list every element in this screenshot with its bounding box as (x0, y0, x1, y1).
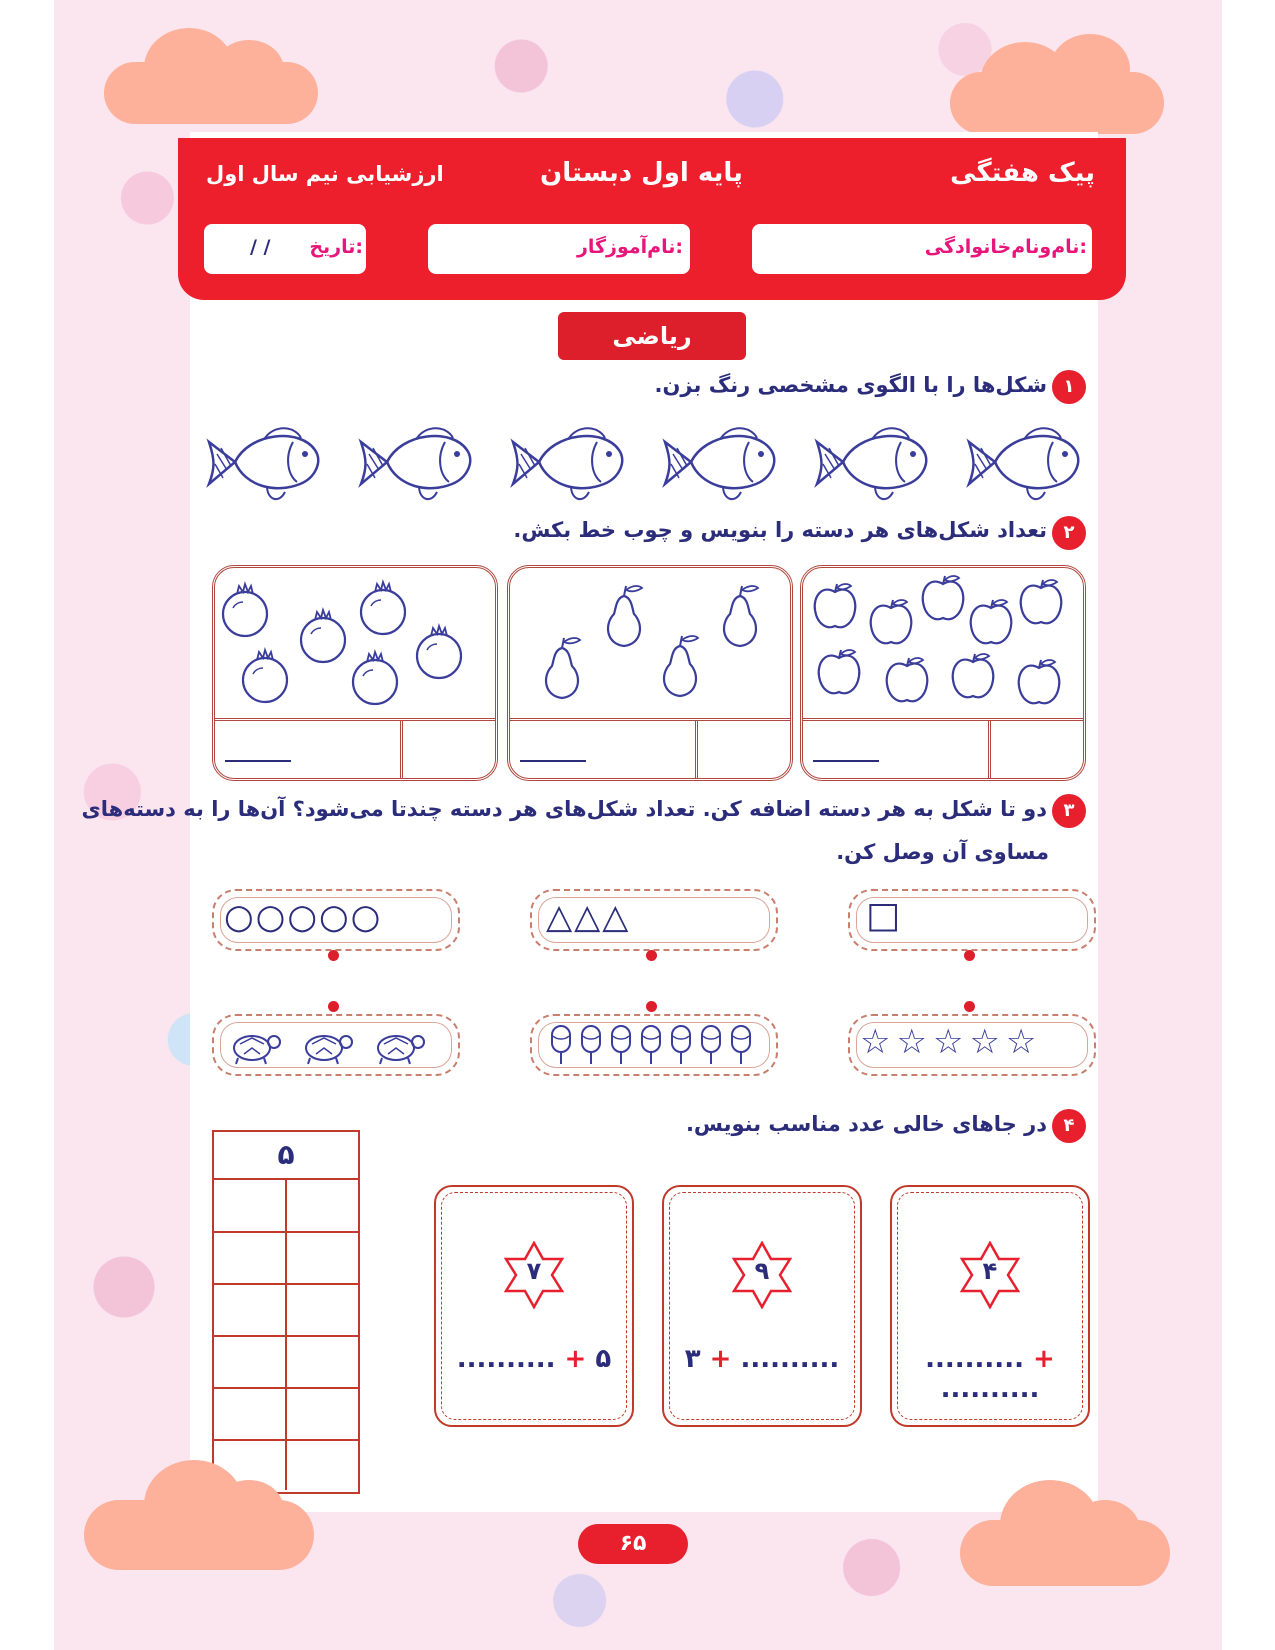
answer-blank[interactable]: .......... (740, 1344, 840, 1374)
grid-header: ۵ (214, 1132, 358, 1180)
count-blank[interactable] (225, 760, 291, 762)
popsicle-icons (550, 1024, 770, 1068)
apples (803, 568, 1083, 718)
triangle-shapes: △△△ (546, 897, 631, 937)
fish-row (205, 420, 1085, 510)
number-box-1 (434, 1185, 634, 1427)
equation: .......... + ۵ (456, 1344, 612, 1374)
fish-icon[interactable] (513, 428, 622, 499)
connect-dot[interactable] (646, 1001, 657, 1012)
header-title: پیک هفتگی (950, 158, 1095, 188)
tally-grid (212, 1130, 360, 1494)
number-box-2 (662, 1185, 862, 1427)
date-slashes: / / (250, 236, 271, 258)
date-label: تاریخ: (309, 236, 363, 258)
fish-icon[interactable] (969, 428, 1078, 499)
turtle-icons (228, 1026, 448, 1066)
equation: ۳ + .......... (684, 1344, 840, 1374)
question-text-3b: مساوی آن وصل کن. (836, 840, 1049, 864)
question-text-3a: دو تا شکل به هر دسته اضافه کن. تعداد شکل‌های هر دسته چندتا می‌شود؟ آن‌ها را به دسته‌های (81, 797, 1047, 821)
pears (510, 568, 790, 718)
student-name-label: نام‌ونام‌خانوادگی: (924, 236, 1087, 258)
connect-dot[interactable] (964, 1001, 975, 1012)
icecream-group (530, 1014, 778, 1076)
cloud-decoration (84, 1500, 314, 1570)
question-number-2: ۲ (1052, 516, 1086, 550)
question-text-2: تعداد شکل‌های هر دسته را بنویس و چوب خط بکش. (513, 518, 1047, 542)
cloud-decoration (960, 1520, 1170, 1586)
fish-icon[interactable] (361, 428, 470, 499)
grid-cells[interactable] (214, 1180, 358, 1490)
stars-group (848, 1014, 1096, 1076)
answer-row (215, 718, 495, 778)
turtles-group (212, 1014, 460, 1076)
circles-group (212, 889, 460, 951)
question-number-4: ۴ (1052, 1109, 1086, 1143)
answer-row (803, 718, 1083, 778)
question-text-1: شکل‌ها را با الگوی مشخصی رنگ بزن. (654, 373, 1047, 397)
connect-dot[interactable] (646, 950, 657, 961)
cloud-decoration (104, 62, 318, 124)
circle-shapes: ○○○○○ (224, 897, 383, 937)
question-number-1: ۱ (1052, 370, 1086, 404)
pomegranate-group-box (212, 565, 498, 781)
triangles-group (530, 889, 778, 951)
count-blank[interactable] (520, 760, 586, 762)
square-group (848, 889, 1096, 951)
question-text-4: در جاهای خالی عدد مناسب بنویس. (685, 1112, 1047, 1136)
star-number: ۷ (526, 1257, 542, 1285)
star-number: ۴ (982, 1257, 998, 1285)
number-box-3 (890, 1185, 1090, 1427)
fish-icon[interactable] (665, 428, 774, 499)
answer-row (510, 718, 790, 778)
answer-blank[interactable]: .......... (940, 1374, 1040, 1404)
count-blank[interactable] (813, 760, 879, 762)
pear-group-box (507, 565, 793, 781)
subject-badge: ریاضی (558, 312, 746, 360)
pomegranates (215, 568, 495, 718)
star-shapes: ☆☆☆☆☆ (860, 1022, 1043, 1062)
header-assessment: ارزشیابی نیم سال اول (206, 162, 444, 186)
fish-icon[interactable] (209, 428, 318, 499)
apple-group-box (800, 565, 1086, 781)
answer-blank[interactable]: .......... (456, 1344, 556, 1374)
question-number-3: ۳ (1052, 794, 1086, 828)
connect-dot[interactable] (328, 1001, 339, 1012)
cloud-decoration (950, 72, 1164, 134)
header-grade: پایه اول دبستان (540, 158, 743, 188)
star-number: ۹ (754, 1257, 770, 1285)
equation: .......... + .......... (925, 1344, 1055, 1404)
teacher-name-label: نام‌آموزگار: (576, 236, 683, 258)
fish-icon[interactable] (817, 428, 926, 499)
answer-blank[interactable]: .......... (925, 1344, 1024, 1374)
connect-dot[interactable] (328, 950, 339, 961)
connect-dot[interactable] (964, 950, 975, 961)
page-number: ۶۵ (578, 1524, 688, 1564)
square-shape: □ (866, 895, 901, 936)
